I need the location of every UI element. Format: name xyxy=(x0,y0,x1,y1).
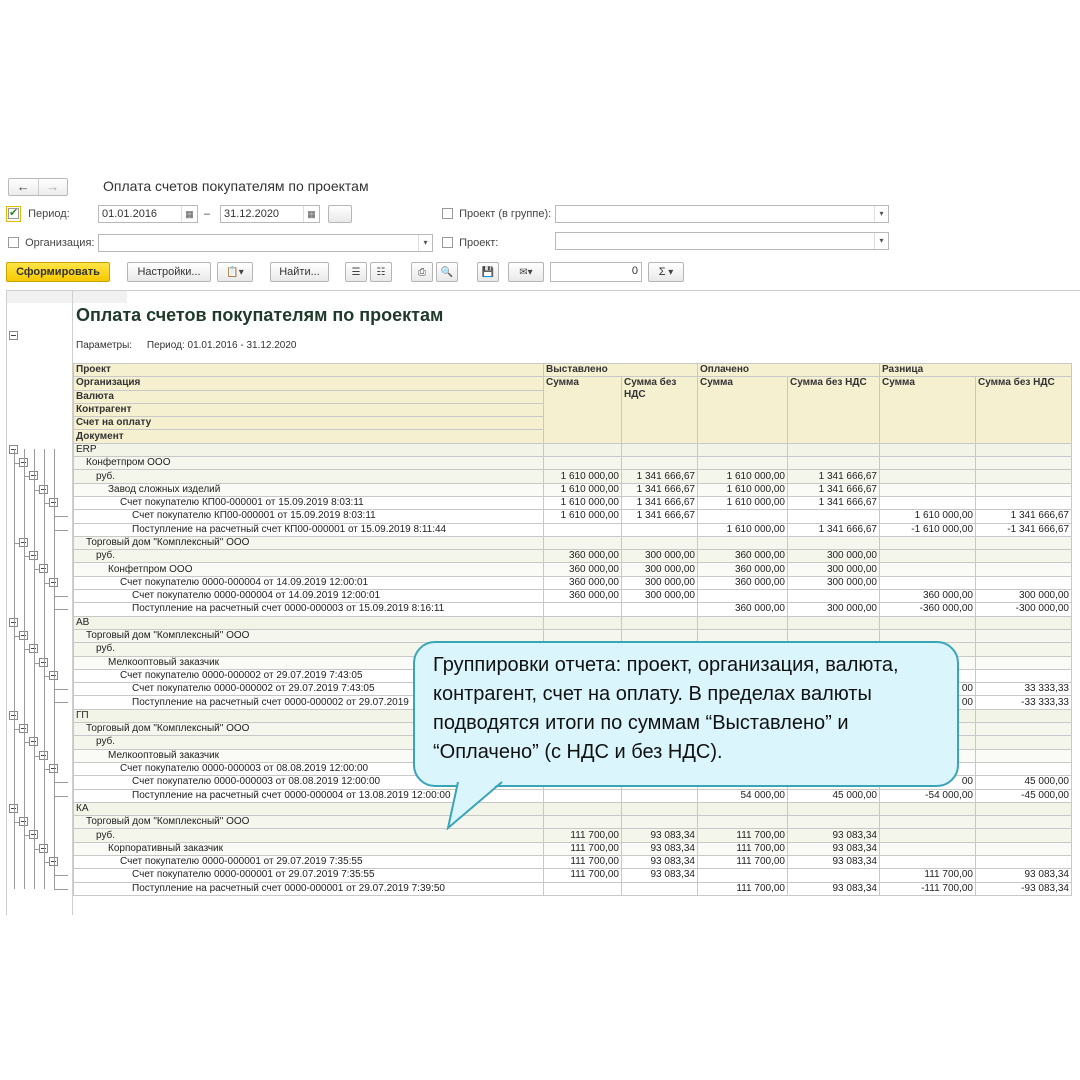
row-value: 93 083,34 xyxy=(788,855,880,868)
date-separator: – xyxy=(204,208,211,220)
row-value: 111 700,00 xyxy=(698,842,788,855)
row-value: 93 083,34 xyxy=(788,842,880,855)
row-value xyxy=(976,550,1072,563)
row-value: 360 000,00 xyxy=(880,590,976,603)
row-value xyxy=(788,869,880,882)
row-value: -1 341 666,67 xyxy=(976,523,1072,536)
row-value xyxy=(544,457,622,470)
row-name: ГП xyxy=(74,709,544,722)
table-row xyxy=(74,550,1072,563)
row-value: 1 341 666,67 xyxy=(622,483,698,496)
row-value xyxy=(622,523,698,536)
row-name: Торговый дом "Комплексный" ООО xyxy=(74,536,544,549)
row-value: 300 000,00 xyxy=(622,550,698,563)
report-form xyxy=(0,170,1080,915)
row-value: 93 083,34 xyxy=(976,869,1072,882)
row-value xyxy=(976,762,1072,775)
row-value xyxy=(976,496,1072,509)
row-name: Торговый дом "Комплексный" ООО xyxy=(74,723,544,736)
table-row xyxy=(74,536,1072,549)
row-value: 111 700,00 xyxy=(544,842,622,855)
row-value: 1 610 000,00 xyxy=(698,470,788,483)
row-name: Торговый дом "Комплексный" ООО xyxy=(74,629,544,642)
row-value: 00 xyxy=(880,776,976,789)
row-value: 93 083,34 xyxy=(622,855,698,868)
row-value: 360 000,00 xyxy=(698,563,788,576)
row-value: 360 000,00 xyxy=(544,563,622,576)
table-row xyxy=(74,829,1072,842)
header-row xyxy=(74,377,1072,390)
sum-button[interactable]: Σ ▾ xyxy=(648,262,684,282)
row-value xyxy=(880,563,976,576)
row-value xyxy=(622,789,698,802)
row-name: Счет покупателю 0000-000002 от 29.07.2019 7:43:05 xyxy=(74,683,544,696)
table-row xyxy=(74,563,1072,576)
tree-connector xyxy=(54,796,68,797)
table-row xyxy=(74,510,1072,523)
row-value: 1 341 666,67 xyxy=(622,496,698,509)
row-value xyxy=(976,629,1072,642)
table-row xyxy=(74,470,1072,483)
row-value xyxy=(976,736,1072,749)
organization-input[interactable] xyxy=(98,234,433,252)
tree-connector xyxy=(54,689,68,690)
row-value: -45 000,00 xyxy=(976,789,1072,802)
row-value: 00 xyxy=(880,696,976,709)
row-value: 360 000,00 xyxy=(544,576,622,589)
row-value xyxy=(976,616,1072,629)
row-value xyxy=(880,829,976,842)
params-label: Параметры: xyxy=(76,340,133,351)
row-value: 300 000,00 xyxy=(788,603,880,616)
organization-filter xyxy=(8,237,94,249)
date-to-value: 31.12.2020 xyxy=(224,208,280,220)
row-value xyxy=(880,536,976,549)
row-value: -111 700,00 xyxy=(880,882,976,895)
project-group-label: Проект (в группе): xyxy=(459,208,552,220)
row-value xyxy=(788,536,880,549)
row-value xyxy=(880,443,976,456)
calendar-icon[interactable]: ▦ xyxy=(181,206,197,222)
date-from-field[interactable] xyxy=(98,205,198,223)
variant-button[interactable] xyxy=(217,262,253,282)
row-value xyxy=(880,842,976,855)
row-name: Конфетпром ООО xyxy=(74,457,544,470)
row-value xyxy=(976,483,1072,496)
table-row xyxy=(74,789,1072,802)
row-name: Счет покупателю 0000-000003 от 08.08.2019 12:00:00 xyxy=(74,776,544,789)
sum-icon: Σ xyxy=(658,266,666,278)
tree-connector xyxy=(54,609,68,610)
project-group-input[interactable] xyxy=(555,205,889,223)
row-value: 93 083,34 xyxy=(622,829,698,842)
period-checkbox[interactable] xyxy=(8,208,19,219)
tree-connector xyxy=(14,449,15,889)
row-value: 360 000,00 xyxy=(698,603,788,616)
project-checkbox[interactable] xyxy=(442,237,453,248)
row-value: 45 000,00 xyxy=(788,789,880,802)
project-group-checkbox[interactable] xyxy=(442,208,453,219)
row-value: 33 333,33 xyxy=(976,683,1072,696)
row-value: -54 000,00 xyxy=(880,789,976,802)
row-value: 360 000,00 xyxy=(698,576,788,589)
row-value xyxy=(544,882,622,895)
row-value xyxy=(544,816,622,829)
tree-connector xyxy=(54,530,68,531)
row-value xyxy=(788,616,880,629)
row-name: Счет покупателю 0000-000002 от 29.07.2019 7:43:05 xyxy=(74,669,544,682)
header-grouping: Организация xyxy=(74,377,544,390)
row-value: 1 610 000,00 xyxy=(544,483,622,496)
header-sum: Сумма xyxy=(698,377,788,443)
period-checkbox-outline xyxy=(6,206,21,222)
row-value: 1 341 666,67 xyxy=(788,470,880,483)
row-value: 300 000,00 xyxy=(622,576,698,589)
row-value xyxy=(544,536,622,549)
generate-button[interactable]: Сформировать xyxy=(6,262,110,282)
report-table xyxy=(73,363,1072,896)
back-arrow-icon[interactable]: ← xyxy=(16,179,30,194)
row-name: руб. xyxy=(74,736,544,749)
dropdown-icon[interactable]: ▾ xyxy=(874,233,888,249)
row-value xyxy=(976,816,1072,829)
row-value: 1 341 666,67 xyxy=(788,483,880,496)
row-value xyxy=(976,576,1072,589)
table-row xyxy=(74,603,1072,616)
row-value xyxy=(698,590,788,603)
row-value xyxy=(788,443,880,456)
table-row xyxy=(74,869,1072,882)
row-value xyxy=(880,576,976,589)
counter-value: 0 xyxy=(631,265,638,277)
row-name: Счет покупателю 0000-000001 от 29.07.2019 7:35:55 xyxy=(74,855,544,868)
tree-connector xyxy=(54,449,55,889)
params-value: Период: 01.01.2016 - 31.12.2020 xyxy=(146,340,297,351)
row-value: 300 000,00 xyxy=(976,590,1072,603)
dropdown-icon[interactable]: ▾ xyxy=(418,235,432,251)
report-title: Оплата счетов покупателям по проектам xyxy=(76,305,444,325)
table-row xyxy=(74,496,1072,509)
row-value: 1 610 000,00 xyxy=(544,470,622,483)
row-value xyxy=(544,616,622,629)
row-value: 111 700,00 xyxy=(698,829,788,842)
row-value xyxy=(788,510,880,523)
row-value: 360 000,00 xyxy=(544,550,622,563)
calendar-icon[interactable]: ▦ xyxy=(303,206,319,222)
row-name: руб. xyxy=(74,550,544,563)
row-value xyxy=(976,829,1072,842)
row-value: 111 700,00 xyxy=(544,855,622,868)
row-name: Конфетпром ООО xyxy=(74,563,544,576)
row-value: 360 000,00 xyxy=(544,590,622,603)
row-value: 93 083,34 xyxy=(622,869,698,882)
row-name: Корпоративный заказчик xyxy=(74,842,544,855)
row-value xyxy=(976,457,1072,470)
period-label: Период: xyxy=(28,208,70,220)
callout-annotation: Группировки отчета: проект, организация, валюта, контрагент, счет на оплату. В пределах валюты подводятся итоги по суммам “Выставлено” и “Оплачено” (с НДС и без НДС). xyxy=(413,641,959,787)
row-value xyxy=(622,816,698,829)
project-group-filter xyxy=(442,208,551,220)
row-value xyxy=(544,603,622,616)
row-value: 111 700,00 xyxy=(880,869,976,882)
row-value: 93 083,34 xyxy=(622,842,698,855)
header-sum-no-vat: Сумма без НДС xyxy=(976,377,1072,443)
row-value xyxy=(880,855,976,868)
header-grouping: Счет на оплату xyxy=(74,417,544,430)
row-value xyxy=(698,802,788,815)
table-row xyxy=(74,457,1072,470)
row-name: руб. xyxy=(74,470,544,483)
row-value xyxy=(622,882,698,895)
row-value: 300 000,00 xyxy=(788,550,880,563)
dropdown-icon[interactable]: ▾ xyxy=(874,206,888,222)
row-value xyxy=(976,656,1072,669)
find-button[interactable]: Найти... xyxy=(270,262,329,282)
counter-field[interactable] xyxy=(550,262,642,282)
row-value xyxy=(698,616,788,629)
forward-arrow-icon[interactable]: → xyxy=(38,179,68,195)
period-select-button[interactable] xyxy=(328,205,352,223)
form-title: Оплата счетов покупателям по проектам xyxy=(103,178,369,194)
row-value xyxy=(976,643,1072,656)
tree-connector xyxy=(44,449,45,889)
row-value xyxy=(880,616,976,629)
header-grouping: Документ xyxy=(74,430,544,443)
date-from-value: 01.01.2016 xyxy=(102,208,158,220)
row-value xyxy=(622,616,698,629)
header-sum: Сумма xyxy=(544,377,622,443)
period-filter xyxy=(6,206,70,222)
row-value: 1 341 666,67 xyxy=(788,523,880,536)
header-sum-no-vat-short: Сумма без НДС xyxy=(622,377,698,443)
table-row xyxy=(74,523,1072,536)
row-name: Счет покупателю КП00-000001 от 15.09.2019 8:03:11 xyxy=(74,510,544,523)
header-grouping: Проект xyxy=(74,364,544,377)
row-value xyxy=(880,550,976,563)
row-name: Поступление на расчетный счет 0000-000003 от 15.09.2019 8:16:11 xyxy=(74,603,544,616)
group-icon[interactable]: ☷ xyxy=(370,262,392,282)
header-issued: Выставлено xyxy=(544,364,698,377)
row-value: -1 610 000,00 xyxy=(880,523,976,536)
report-document[interactable] xyxy=(6,290,1080,915)
organization-label: Организация: xyxy=(25,237,95,249)
row-value xyxy=(976,470,1072,483)
project-label: Проект: xyxy=(459,237,499,249)
header-diff: Разница xyxy=(880,364,1072,377)
row-value: 1 341 666,67 xyxy=(622,510,698,523)
table-row xyxy=(74,816,1072,829)
organization-checkbox[interactable] xyxy=(8,237,19,248)
tree-connector xyxy=(54,702,68,703)
clipboard-icon: 📋▾ xyxy=(226,267,244,278)
header-sum-no-vat: Сумма без НДС xyxy=(788,377,880,443)
row-value xyxy=(622,802,698,815)
row-name: руб. xyxy=(74,829,544,842)
save-icon[interactable]: 💾 xyxy=(477,262,499,282)
tree-connector xyxy=(54,516,68,517)
table-row xyxy=(74,483,1072,496)
tree-connector xyxy=(54,596,68,597)
row-name: Торговый дом "Комплексный" ООО xyxy=(74,816,544,829)
row-value xyxy=(976,536,1072,549)
row-value: 1 610 000,00 xyxy=(544,496,622,509)
row-value xyxy=(544,523,622,536)
table-row xyxy=(74,855,1072,868)
header-row xyxy=(74,364,1072,377)
row-value xyxy=(880,802,976,815)
tree-connector xyxy=(34,449,35,889)
header-sum: Сумма xyxy=(880,377,976,443)
sort-icon[interactable]: ☰ xyxy=(345,262,367,282)
row-value: 300 000,00 xyxy=(788,563,880,576)
tree-connector xyxy=(24,449,25,889)
row-name: Счет покупателю 0000-000004 от 14.09.2019 12:00:01 xyxy=(74,590,544,603)
row-value: 93 083,34 xyxy=(788,829,880,842)
row-value: 360 000,00 xyxy=(698,550,788,563)
row-value: 93 083,34 xyxy=(788,882,880,895)
row-value: 300 000,00 xyxy=(788,576,880,589)
row-value: 54 000,00 xyxy=(698,789,788,802)
row-value: 1 341 666,67 xyxy=(622,470,698,483)
row-value xyxy=(880,483,976,496)
row-value: 1 341 666,67 xyxy=(788,496,880,509)
row-value xyxy=(976,563,1072,576)
row-value xyxy=(788,590,880,603)
row-value: -33 333,33 xyxy=(976,696,1072,709)
tree-connector xyxy=(54,889,68,890)
row-value: 00 xyxy=(880,683,976,696)
row-name: AB xyxy=(74,616,544,629)
row-value xyxy=(976,802,1072,815)
row-value: 111 700,00 xyxy=(698,882,788,895)
row-value xyxy=(880,496,976,509)
row-value xyxy=(544,789,622,802)
row-value xyxy=(544,802,622,815)
row-value xyxy=(976,443,1072,456)
collapse-icon[interactable] xyxy=(9,331,18,340)
row-value xyxy=(698,457,788,470)
row-value xyxy=(976,669,1072,682)
row-value xyxy=(622,536,698,549)
header-paid: Оплачено xyxy=(698,364,880,377)
table-row xyxy=(74,590,1072,603)
row-value xyxy=(698,536,788,549)
row-value: 1 610 000,00 xyxy=(544,510,622,523)
row-value xyxy=(698,816,788,829)
table-row xyxy=(74,443,1072,456)
row-value xyxy=(622,457,698,470)
navigation-buttons xyxy=(8,178,68,196)
row-value xyxy=(622,603,698,616)
row-name: КА xyxy=(74,802,544,815)
row-value xyxy=(880,470,976,483)
print-icon[interactable]: ⎙ xyxy=(411,262,433,282)
callout-tail xyxy=(440,780,510,830)
row-value xyxy=(622,443,698,456)
row-value xyxy=(880,816,976,829)
table-row xyxy=(74,802,1072,815)
header-grouping: Контрагент xyxy=(74,403,544,416)
row-value: 111 700,00 xyxy=(698,855,788,868)
mail-icon[interactable]: ✉▾ xyxy=(508,262,544,282)
row-name: Счет покупателю 0000-000001 от 29.07.2019 7:35:55 xyxy=(74,869,544,882)
row-value xyxy=(976,709,1072,722)
report-parameters xyxy=(76,340,309,351)
row-name: Счет покупателю 0000-000004 от 14.09.2019 12:00:01 xyxy=(74,576,544,589)
project-input[interactable] xyxy=(555,232,889,250)
table-row xyxy=(74,882,1072,895)
row-value: -300 000,00 xyxy=(976,603,1072,616)
row-value xyxy=(788,457,880,470)
row-value: -93 083,34 xyxy=(976,882,1072,895)
row-name: Мелкооптовый заказчик xyxy=(74,656,544,669)
row-value xyxy=(788,802,880,815)
date-to-field[interactable] xyxy=(220,205,320,223)
row-value xyxy=(976,723,1072,736)
row-value: 300 000,00 xyxy=(622,563,698,576)
row-value xyxy=(880,457,976,470)
row-value xyxy=(698,510,788,523)
row-value xyxy=(788,816,880,829)
row-value: 1 610 000,00 xyxy=(698,483,788,496)
row-value: 45 000,00 xyxy=(976,776,1072,789)
row-value xyxy=(976,749,1072,762)
row-value xyxy=(698,443,788,456)
row-value xyxy=(544,443,622,456)
project-filter xyxy=(442,237,498,249)
row-value: 1 341 666,67 xyxy=(976,510,1072,523)
row-value: 1 610 000,00 xyxy=(880,510,976,523)
row-value: 111 700,00 xyxy=(544,829,622,842)
row-name: Поступление на расчетный счет 0000-000002 от 29.07.2019 xyxy=(74,696,544,709)
table-row xyxy=(74,576,1072,589)
row-name: Поступление на расчетный счет 0000-000004 от 13.08.2019 12:00:00 xyxy=(74,789,544,802)
row-value: -360 000,00 xyxy=(880,603,976,616)
row-value xyxy=(976,855,1072,868)
row-name: Счет покупателю КП00-000001 от 15.09.2019 8:03:11 xyxy=(74,496,544,509)
row-value: 111 700,00 xyxy=(544,869,622,882)
row-name: Счет покупателю 0000-000003 от 08.08.2019 12:00:00 xyxy=(74,762,544,775)
row-value xyxy=(976,842,1072,855)
row-value: 1 610 000,00 xyxy=(698,523,788,536)
tree-connector xyxy=(54,782,68,783)
row-name: ERP xyxy=(74,443,544,456)
row-name: Завод сложных изделий xyxy=(74,483,544,496)
row-name: руб. xyxy=(74,643,544,656)
row-name: Поступление на расчетный счет КП00-000001 от 15.09.2019 8:11:44 xyxy=(74,523,544,536)
row-value: 1 610 000,00 xyxy=(698,496,788,509)
row-value xyxy=(698,869,788,882)
header-grouping: Валюта xyxy=(74,390,544,403)
settings-button[interactable]: Настройки... xyxy=(127,262,211,282)
row-value: 300 000,00 xyxy=(622,590,698,603)
table-row xyxy=(74,616,1072,629)
row-name: Поступление на расчетный счет 0000-000001 от 29.07.2019 7:39:50 xyxy=(74,882,544,895)
tree-connector xyxy=(54,875,68,876)
row-name: Мелкооптовый заказчик xyxy=(74,749,544,762)
table-row xyxy=(74,842,1072,855)
preview-icon[interactable]: 🔍 xyxy=(436,262,458,282)
